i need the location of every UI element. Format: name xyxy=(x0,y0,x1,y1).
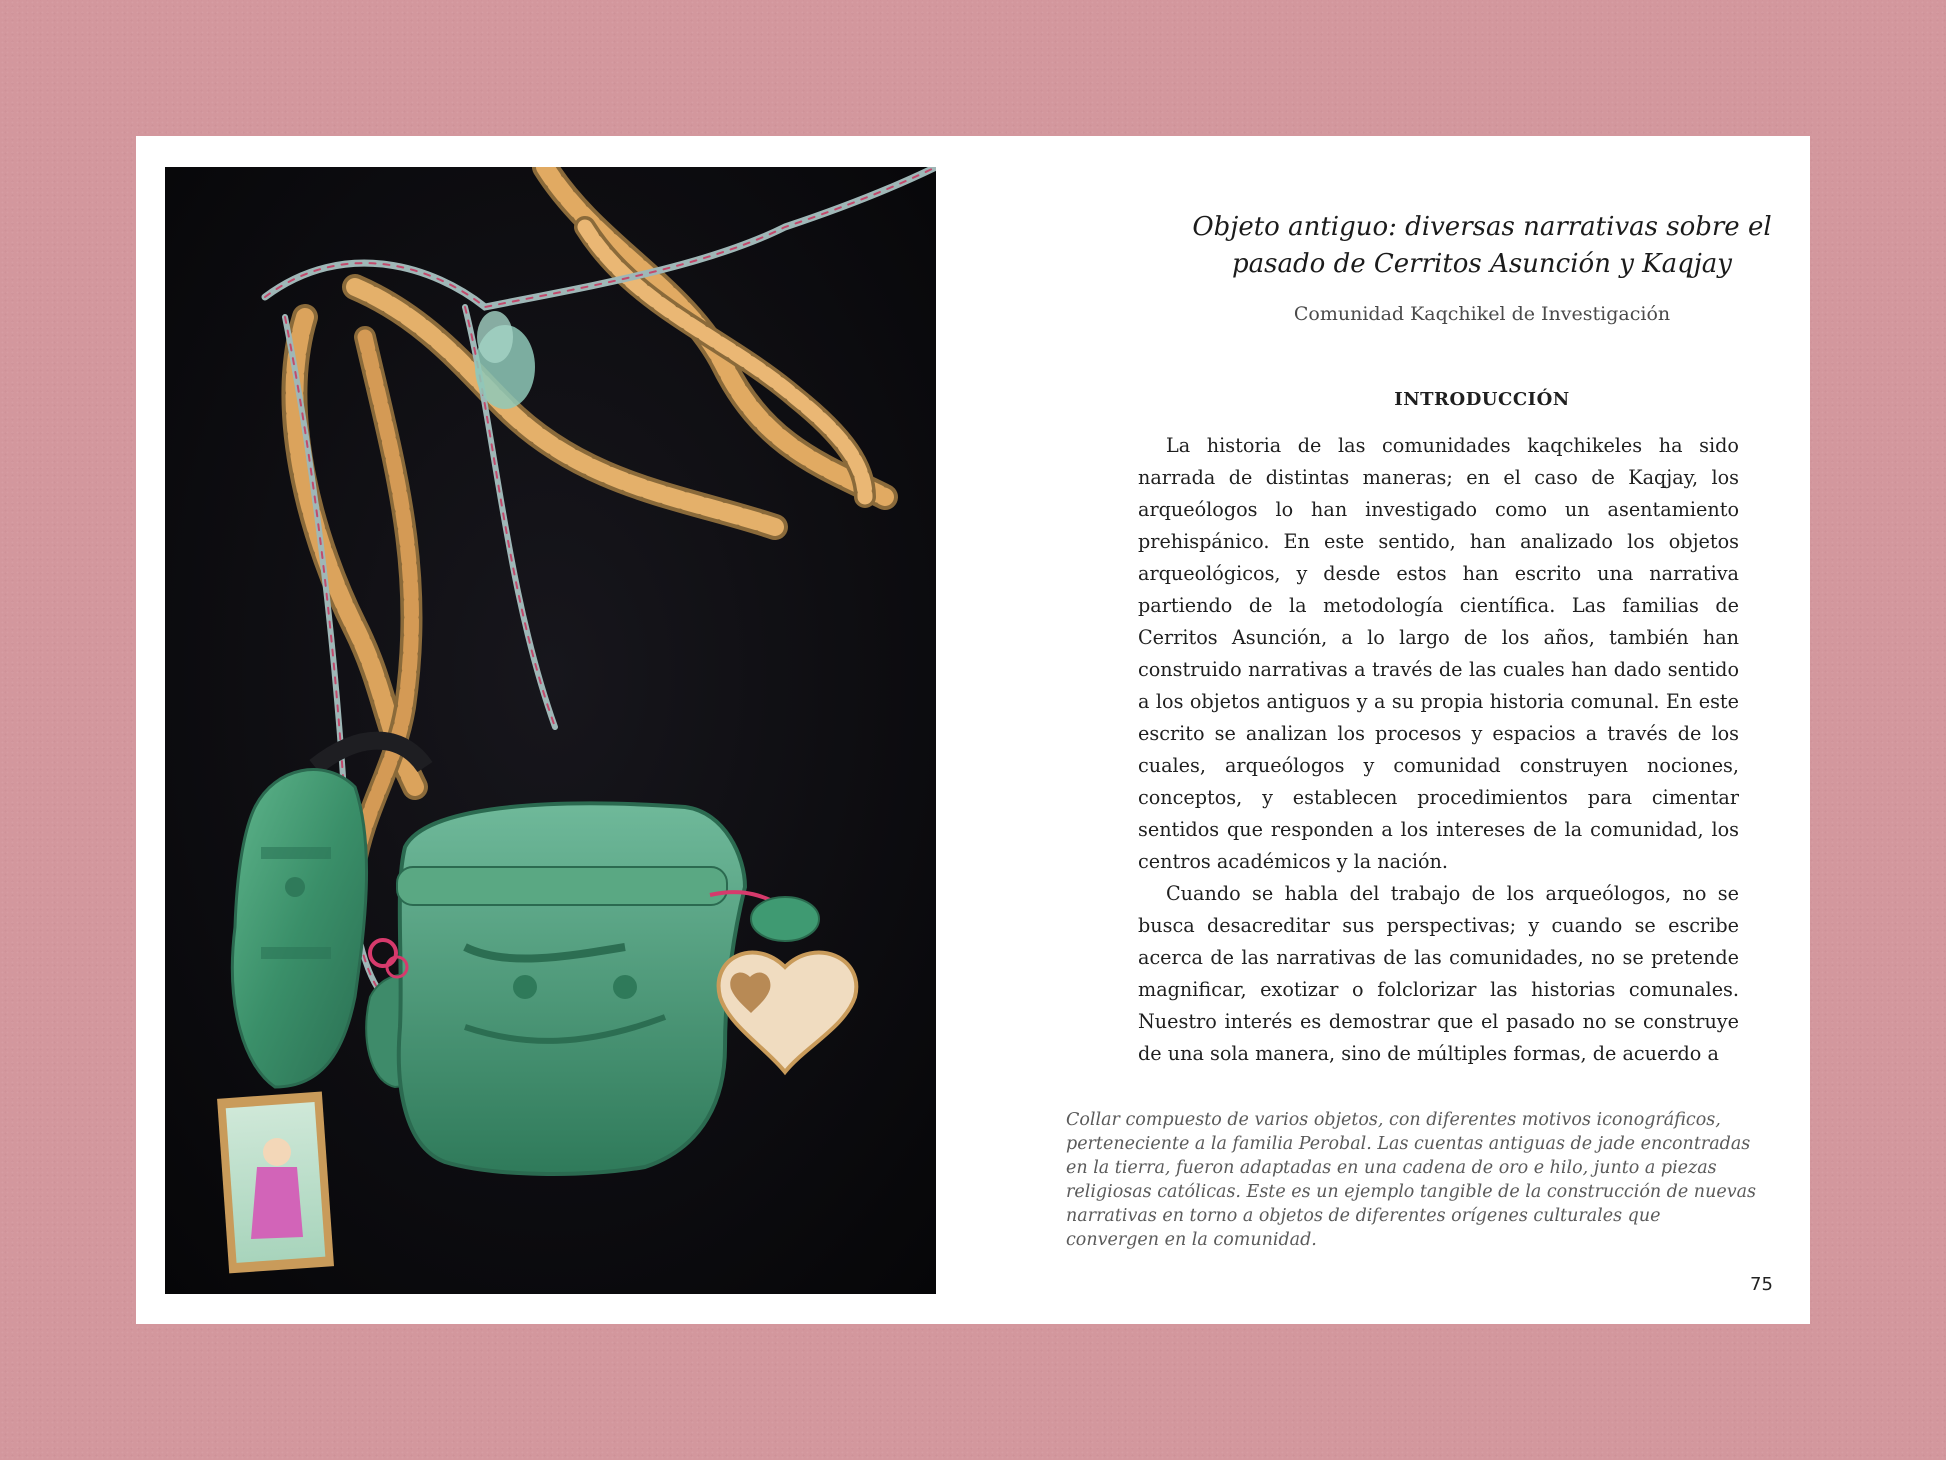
paragraph-1: La historia de las comunidades kaqchikeles ha sido narrada de distintas maneras; en el caso de Kaqjay, los arqueólogos lo han investigado como un asentamiento prehispánico. En este sentido, han analizado los objetos arqueológicos, y desde estos han escrito una narrativa partiendo de la metodología científica. Las familias de Cerritos Asunción, a lo largo de los años, también han construido narrativas a través de las cuales han dado sentido a los objetos antiguos y a su propia historia comunal. En este escrito se analizan los procesos y espacios a través de los cuales, arqueólogos y comunidad construyen nociones, conceptos, y establecen procedimientos para cimentar sentidos que responden a los intereses de la comunidad, los centros académicos y la nación. xyxy=(1138,434,1739,873)
page-number: 75 xyxy=(1750,1274,1773,1295)
paragraph-2: Cuando se habla del trabajo de los arqueólogos, no se busca desacreditar sus perspectivas; y cuando se escribe acerca de las narrativas de las comunidades, no se pretende magnificar, exotizar o folclorizar las historias comunales. Nuestro interés es demostrar que el pasado no se construye de una sola manera, sino de múltiples formas, de acuerdo a xyxy=(1138,882,1739,1065)
chapter-title: Objeto antiguo: diversas narrativas sobre el pasado de Cerritos Asunción y Kaqjay xyxy=(1192,212,1772,279)
book-page xyxy=(136,136,1810,1324)
photo-caption: Collar compuesto de varios objetos, con diferentes motivos iconográficos, perteneciente a la familia Perobal. Las cuentas antiguas de jade encontradas en la tierra, fueron adaptadas en una cadena de oro e hilo, junto a piezas religiosas católicas. Este es un ejemplo tangible de la construcción de nuevas narrativas en torno a objetos de diferentes orígenes culturales que convergen en la comunidad. xyxy=(1066,1110,1757,1250)
section-heading: INTRODUCCIÓN xyxy=(1394,389,1570,410)
chapter-author: Comunidad Kaqchikel de Investigación xyxy=(1293,303,1671,325)
necklace-photo xyxy=(165,167,936,1294)
body-text xyxy=(1138,430,1739,1070)
